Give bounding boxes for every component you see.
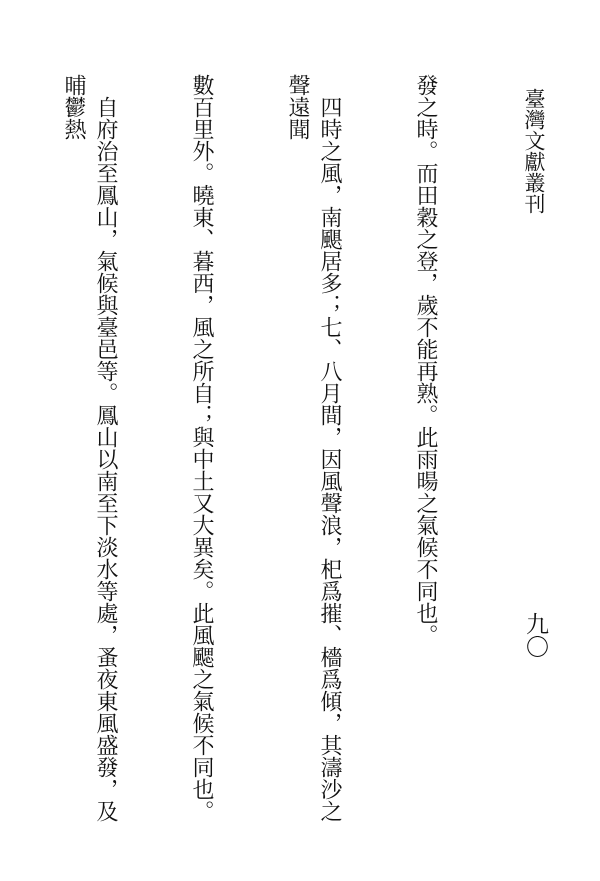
text-line: 四時之風，南颶居多；七、八月間，因風聲浪，𣏌爲摧、檣爲傾，其濤沙之聲遠聞: [285, 74, 342, 822]
text-line: 自府治至鳳山，氣候與臺邑等。鳳山以南至下淡水等處，蚤夜東風盛發，及晡鬱熱: [61, 74, 118, 822]
page-number: 九〇: [522, 612, 548, 658]
text-line: 發之時。而田穀之登，歲不能再熟。此雨暘之氣候不同也。: [413, 74, 438, 646]
running-header: 臺灣文獻叢刊: [522, 88, 546, 214]
vertical-text-block: [0, 74, 505, 834]
text-line: 數百里外。曉東、暮西，風之所自；與中土又大異矣。此風颸之氣候不同也。: [189, 74, 214, 822]
